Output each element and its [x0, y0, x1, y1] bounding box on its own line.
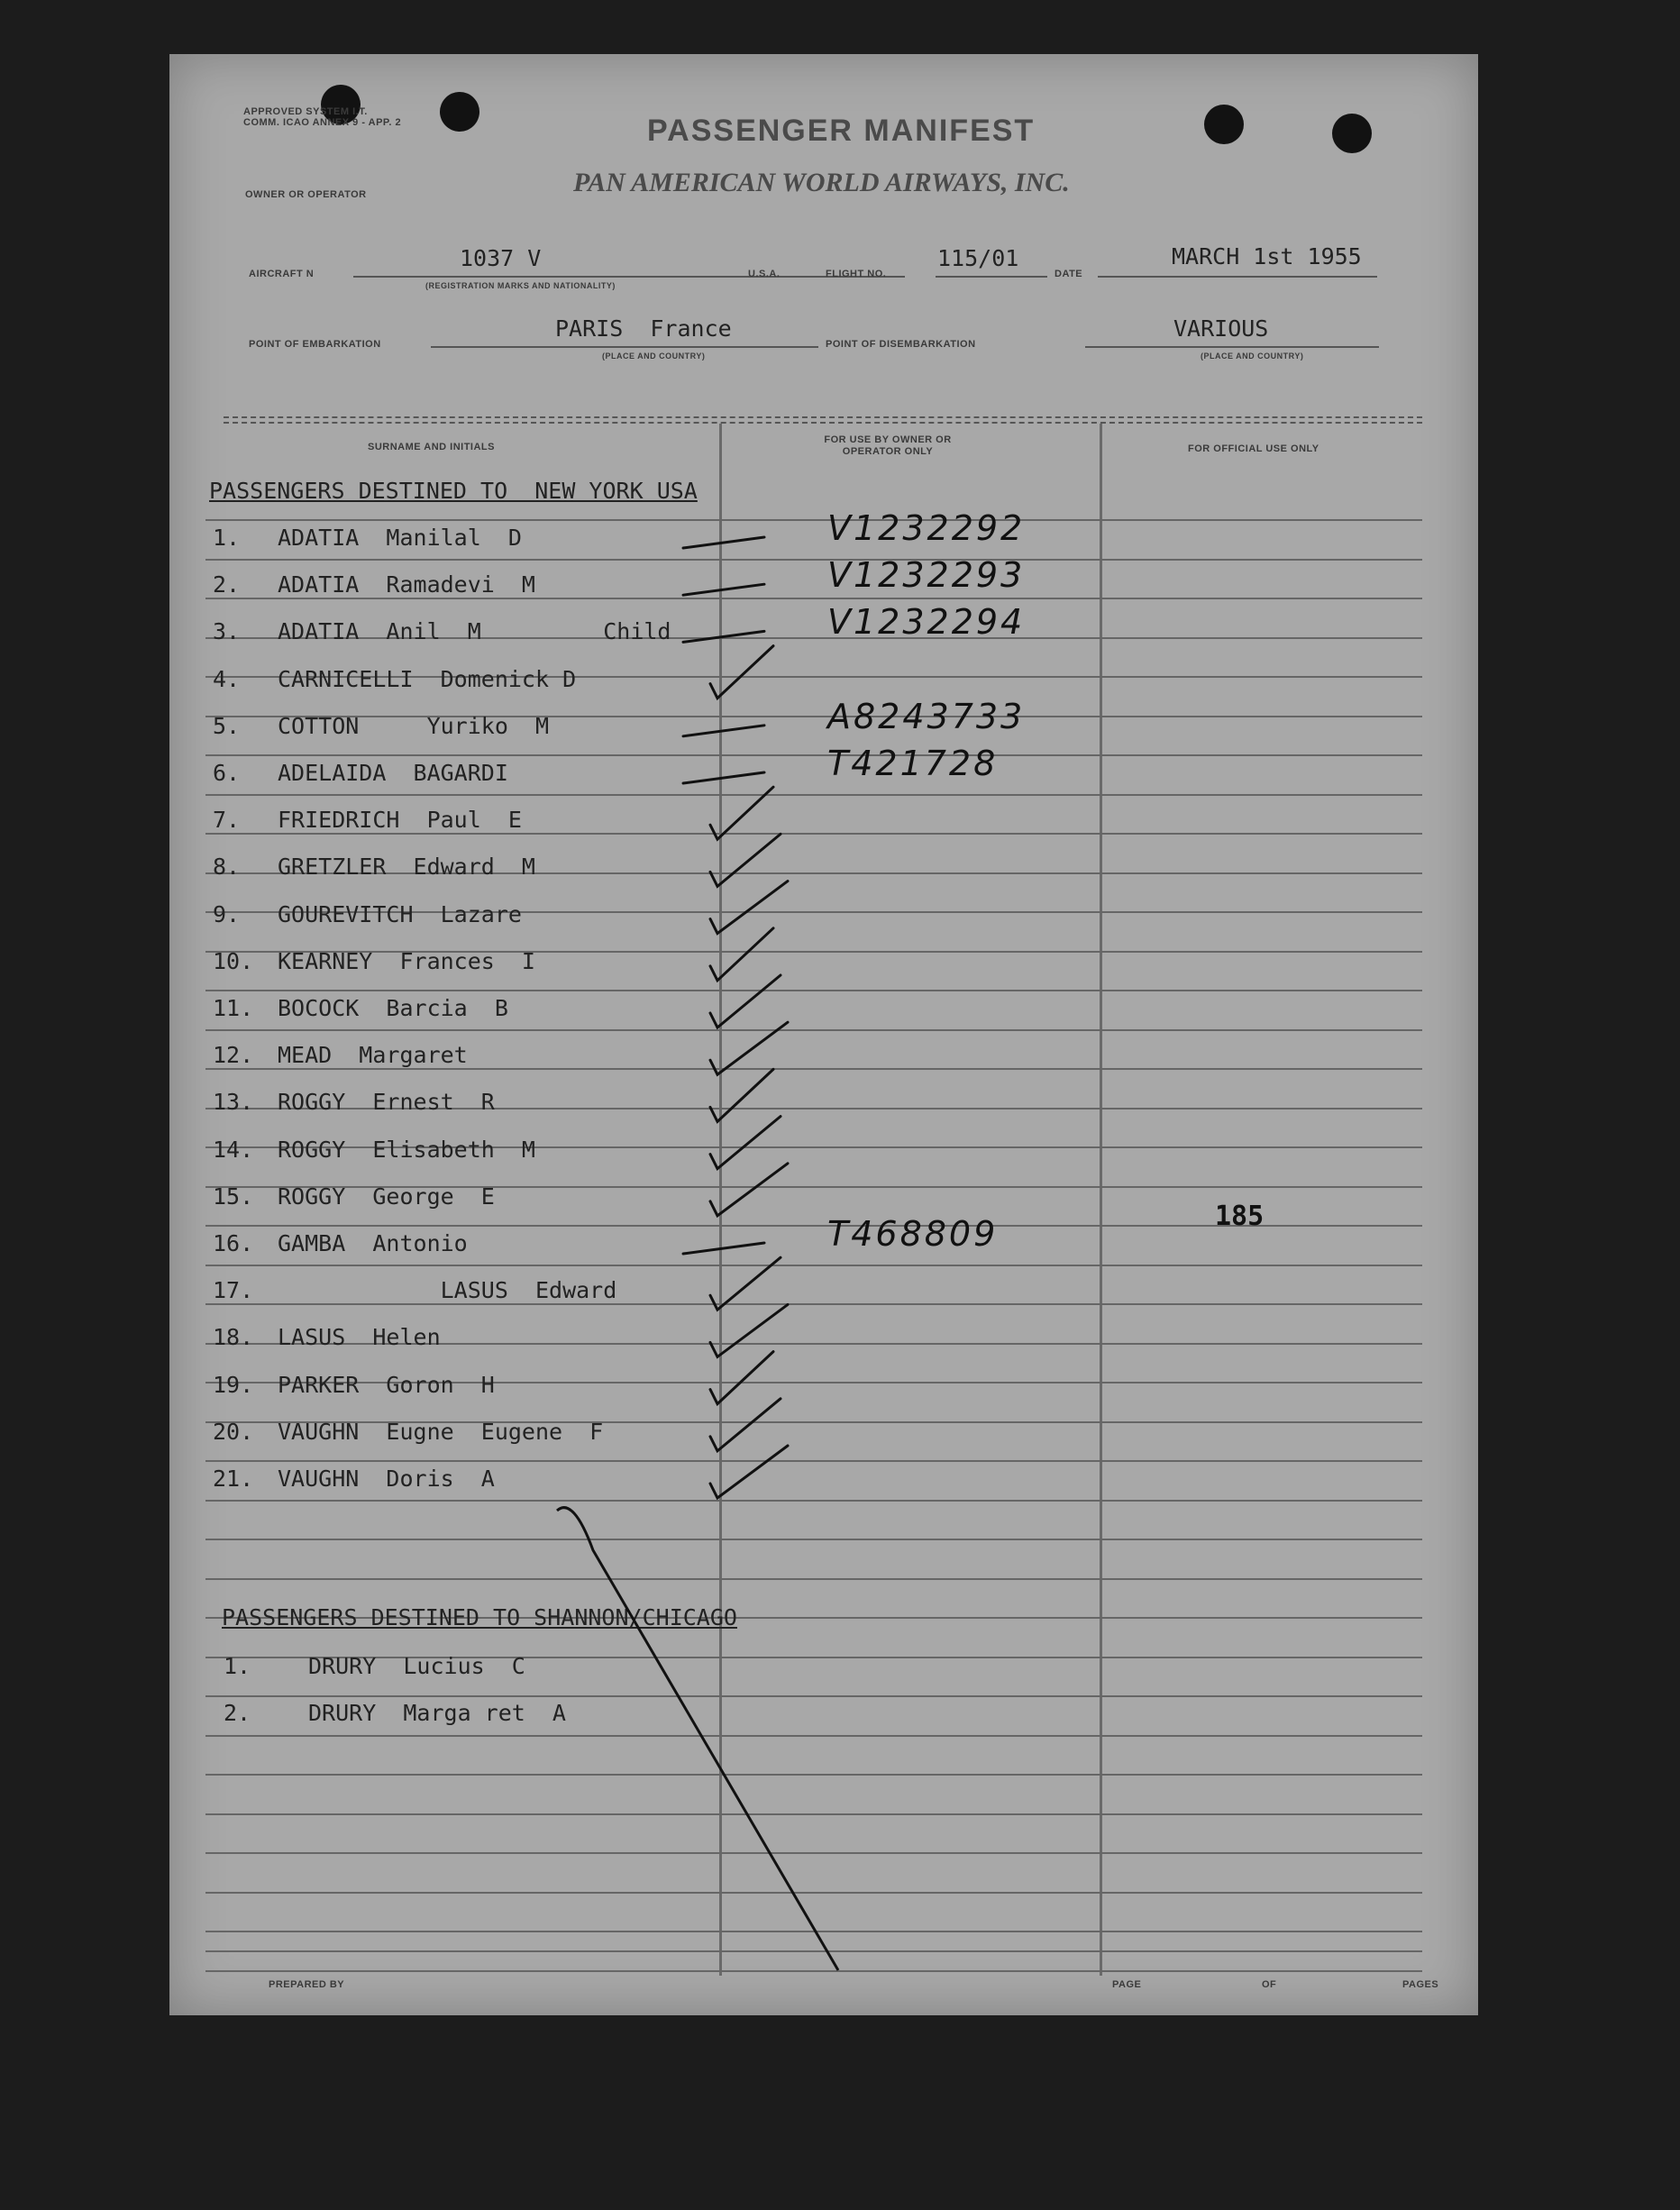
- approval-note: APPROVED SYSTEM I.T. COMM. ICAO ANNEX 9 - APP. 2: [243, 106, 402, 128]
- passenger-number: 15.: [213, 1183, 254, 1210]
- flight-value: 115/01: [937, 245, 1019, 271]
- passenger-number: 6.: [213, 760, 241, 786]
- check-mark: [683, 537, 764, 548]
- airline-name: PAN AMERICAN WORLD AIRWAYS, INC.: [573, 168, 1070, 197]
- check-mark: [710, 834, 781, 886]
- embarkation-caption: (PLACE AND COUNTRY): [602, 352, 706, 361]
- check-mark: [710, 646, 773, 699]
- passenger-name: GOUREVITCH Lazare: [278, 900, 522, 927]
- passenger-name: ADATIA Ramadevi M: [278, 571, 535, 598]
- aircraft-value: 1037 V: [460, 245, 542, 271]
- date-value: MARCH 1st 1955: [1172, 243, 1362, 269]
- check-mark: [710, 1257, 781, 1310]
- page-title: PASSENGER MANIFEST: [647, 114, 1036, 148]
- passenger-number: 4.: [213, 665, 241, 692]
- check-mark: [710, 1117, 781, 1169]
- flight-label: FLIGHT NO.: [826, 269, 887, 279]
- passport-number: V1232292: [827, 508, 1026, 548]
- disembarkation-label: POINT OF DISEMBARKATION: [826, 339, 976, 350]
- passenger-name: BOCOCK Barcia B: [278, 995, 508, 1021]
- aircraft-label: AIRCRAFT N: [249, 269, 315, 279]
- passenger-number: 3.: [213, 618, 241, 645]
- passenger-name: ADATIA Anil M Child: [278, 618, 671, 645]
- passenger-name: ROGGY Elisabeth M: [278, 1136, 535, 1163]
- check-mark: [710, 787, 773, 839]
- passenger-number: 16.: [213, 1230, 254, 1256]
- embarkation-label: POINT OF EMBARKATION: [249, 339, 381, 350]
- passenger-number: 20.: [213, 1418, 254, 1445]
- passenger-number: 17.: [213, 1277, 254, 1304]
- passenger-name: VAUGHN Doris A: [278, 1466, 495, 1492]
- handwritten-marks: [169, 54, 1478, 2015]
- passport-number: V1232293: [827, 555, 1026, 596]
- passenger-name: ADELAIDA BAGARDI: [278, 760, 508, 786]
- passenger-number: 10.: [213, 947, 254, 974]
- passenger-number: 9.: [213, 900, 241, 927]
- of-label: OF: [1262, 1979, 1277, 1990]
- passport-number: T421728: [827, 744, 999, 783]
- passenger-name: GRETZLER Edward M: [278, 854, 535, 881]
- passenger-number: 1.: [213, 525, 241, 551]
- passenger-name: VAUGHN Eugne Eugene F: [278, 1418, 604, 1445]
- registration-caption: (REGISTRATION MARKS AND NATIONALITY): [425, 281, 616, 290]
- passenger-name: KEARNEY Frances I: [278, 947, 535, 974]
- passenger-number: 1.: [224, 1653, 251, 1679]
- passport-number: T468809: [827, 1214, 999, 1254]
- passenger-number: 5.: [213, 712, 241, 739]
- check-mark: [710, 881, 788, 934]
- column-header-names: SURNAME AND INITIALS: [368, 442, 495, 452]
- check-mark: [710, 1352, 773, 1404]
- check-mark: [710, 928, 773, 981]
- passenger-number: 2.: [213, 571, 241, 598]
- check-mark: [710, 1304, 788, 1356]
- date-label: DATE: [1055, 269, 1083, 279]
- passenger-name: FRIEDRICH Paul E: [278, 807, 522, 834]
- check-mark: [683, 772, 764, 783]
- passenger-name: CARNICELLI Domenick D: [278, 665, 577, 692]
- page-label: PAGE: [1112, 1979, 1142, 1990]
- passenger-name: PARKER Goron H: [278, 1371, 495, 1398]
- check-mark: [710, 1164, 788, 1216]
- passenger-number: 7.: [213, 807, 241, 834]
- official-number: 185: [1215, 1201, 1265, 1232]
- check-mark: [710, 1399, 781, 1451]
- passenger-name: MEAD Margaret: [278, 1042, 468, 1069]
- manifest-sheet: [169, 54, 1478, 2015]
- passenger-name: COTTON Yuriko M: [278, 712, 550, 739]
- passenger-name: ROGGY George E: [278, 1183, 495, 1210]
- passenger-number: 13.: [213, 1089, 254, 1116]
- passenger-number: 8.: [213, 854, 241, 881]
- section-heading-new-york: PASSENGERS DESTINED TO NEW YORK USA: [209, 478, 698, 504]
- owner-label: OWNER OR OPERATOR: [245, 189, 367, 200]
- check-mark: [710, 1446, 788, 1498]
- passenger-number: 2.: [224, 1700, 251, 1726]
- pages-label: PAGES: [1402, 1979, 1439, 1990]
- passenger-name: ROGGY Ernest R: [278, 1089, 495, 1116]
- passenger-name: ADATIA Manilal D: [278, 525, 522, 551]
- passport-number: V1232294: [827, 602, 1026, 643]
- passenger-name: GAMBA Antonio: [278, 1230, 468, 1256]
- usa-label: U.S.A.: [748, 269, 781, 279]
- passenger-number: 18.: [213, 1324, 254, 1351]
- passenger-name: DRURY Lucius C: [308, 1653, 525, 1679]
- check-mark: [710, 975, 781, 1027]
- disembarkation-value: VARIOUS: [1173, 315, 1269, 342]
- strike-line: [557, 1508, 838, 1970]
- column-header-official: FOR OFFICIAL USE ONLY: [1188, 443, 1319, 454]
- passenger-name: LASUS Helen: [278, 1324, 441, 1351]
- check-mark: [683, 631, 764, 642]
- check-mark: [710, 1022, 788, 1074]
- passenger-number: 21.: [213, 1466, 254, 1492]
- passport-number: A8243733: [827, 696, 1026, 736]
- disembarkation-caption: (PLACE AND COUNTRY): [1201, 352, 1304, 361]
- embarkation-value: PARIS France: [555, 315, 732, 342]
- check-mark: [710, 1069, 773, 1121]
- passenger-name: DRURY Marga ret A: [308, 1700, 566, 1726]
- check-mark: [683, 726, 764, 736]
- column-header-owner: FOR USE BY OWNER OR OPERATOR ONLY: [824, 434, 952, 457]
- passenger-number: 14.: [213, 1136, 254, 1163]
- passenger-number: 12.: [213, 1042, 254, 1069]
- check-mark: [683, 584, 764, 595]
- passenger-number: 11.: [213, 995, 254, 1021]
- passenger-name: LASUS Edward: [278, 1277, 617, 1304]
- section-heading-shannon-chicago: PASSENGERS DESTINED TO SHANNON/CHICAGO: [222, 1604, 737, 1630]
- prepared-by-label: PREPARED BY: [269, 1979, 345, 1990]
- check-mark: [683, 1243, 764, 1254]
- passenger-number: 19.: [213, 1371, 254, 1398]
